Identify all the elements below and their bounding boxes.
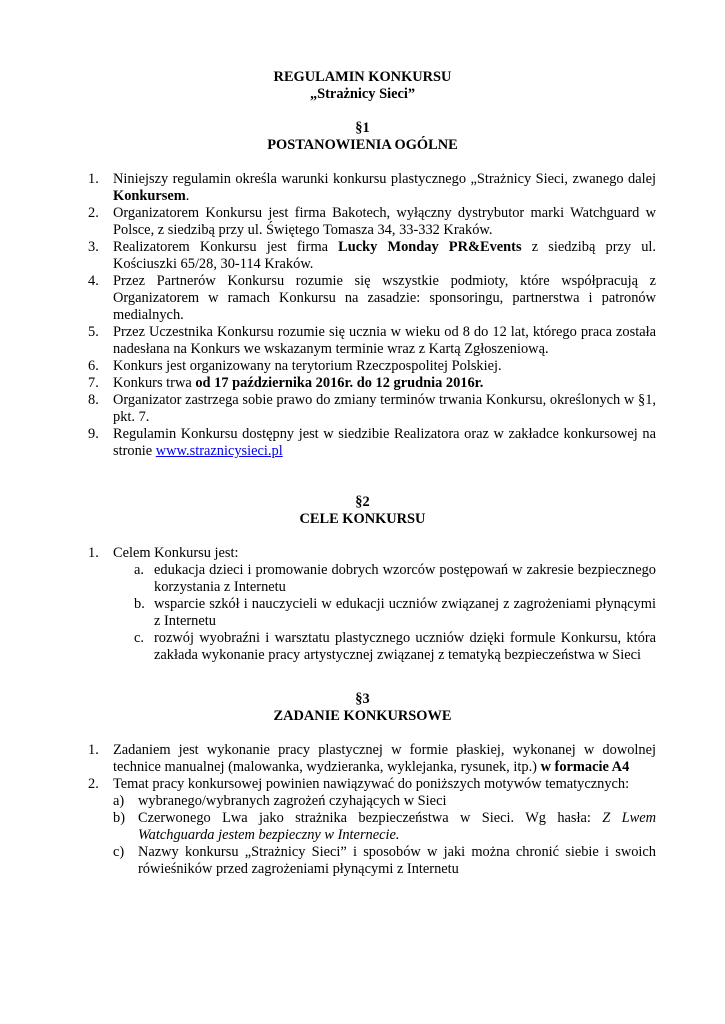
section-1-number: §1 [355,120,370,136]
section-1-title: POSTANOWIENIA OGÓLNE [267,137,458,153]
document-subtitle: „Strażnicy Sieci” [309,86,416,102]
document-title: REGULAMIN KONKURSU [273,69,452,85]
website-link[interactable]: www.straznicysieci.pl [155,442,283,459]
document-page: REGULAMIN KONKURSU „Strażnicy Sieci” §1 POSTANOWIENIA OGÓLNE 1. Niniejszy regulamin określa warunki konkursu plastycznego „Strażnicy Sieci, zwanego dalej Konkursem. 2. Organizatorem Konkursu jest firma Bakotech, wyłączny dystrybutor marki Watchguard w Polsce, z siedzibą przy ul. Świętego Tomasza 34, 33-332 Kraków. 3. Realizatorem Konkursu jest firma Lucky Monday PR&Events z siedzibą przy ul. Kościuszki 65/28, 30-114 Kraków. 4. Przez Partnerów Konkursu rozumie się wszystkie podmioty, które współpracują z Organizatorem w ramach Konkursu na zasadzie: sponsoringu, partnerstwa i patronów medialnych. 5. Przez Uczestnika Konkursu rozumie się ucznia w wieku od 8 do 12 lat, którego praca została nadesłana na Konkurs we wskazanym terminie wraz z Kartą Zgłoszeniową. 6. Konkurs jest organizowany na terytorium Rzeczpospolitej Polskiej. 7. Konkurs trwa od 17 października 2016r. do 12 grudnia 2016r. 8. Organizator zastrzega sobie prawo do zmiany terminów trwania Konkursu, określonych w §1, pkt. 7. 9. Regulamin Konkursu dostępny jest w siedzibie Realizatora oraz w zakładce konkursowej na stronie www.straznicysieci.pl §2 CELE KONKURSU 1. Celem Konkursu jest: a. edukacja dzieci i promowanie dobrych wzorców postępowań w zakresie bezpiecznego korzystania z Internetu b. wsparcie szkół i nauczycieli w edukacji uczniów związanej z zagrożeniami płynącymi z Internetu c. rozwój wyobraźni i warsztatu plastycznego uczniów dzięki formule Konkursu, która zakłada wykonanie pracy artystycznej związanej z tematyką bezpieczeństwa w Sieci §3 ZADANIE KONKURSOWE 1. Zadaniem jest wykonanie pracy plastycznej w formie płaskiej, wykonanej w dowolnej technice manualnej (malowanka, wydzieranka, wyklejanka, rysunek, itp.) w formacie A4 2. Temat pracy konkursowej powinien nawiązywać do poniższych motywów tematycznych: a) wybranego/wybranych zagrożeń czyhających w Sieci b) Czerwonego Lwa jako strażnika bezpieczeństwa w Sieci. Wg hasła: Z Lwem Watchguarda jestem bezpieczny w Internecie. c) Nazwy konkursu „Strażnicy Sieci” i sposobów w jaki można chronić siebie i swoich rówieśników przed zagrożeniami płynącymi z Internetu [0,0,725,1024]
section-3-number: §3 [355,691,370,707]
section-2-number: §2 [355,494,370,510]
section-3-title: ZADANIE KONKURSOWE [273,708,452,724]
section-2-title: CELE KONKURSU [299,511,426,527]
